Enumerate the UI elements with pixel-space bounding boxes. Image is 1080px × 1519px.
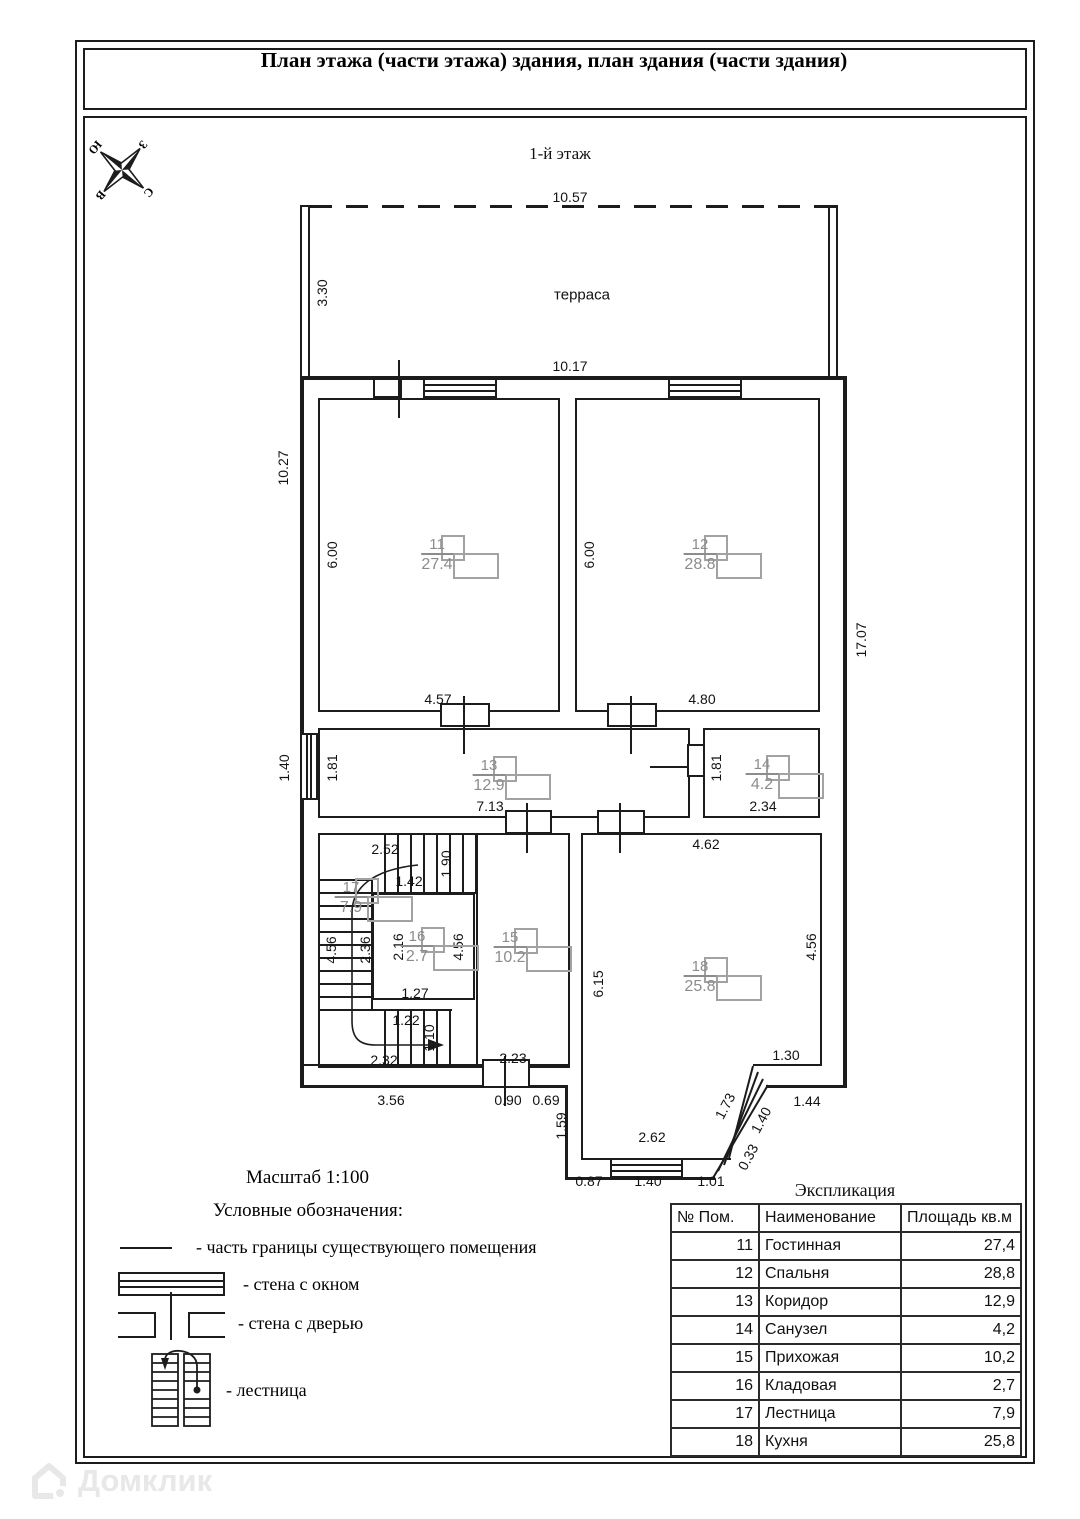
- dim-stair-bottom-width: 2.32: [370, 1052, 398, 1068]
- door-leaf: [619, 803, 621, 853]
- dim-r15-width: 2.23: [499, 1050, 527, 1066]
- explication-title: Экспликация: [794, 1180, 896, 1200]
- room-marker-rect: [505, 774, 551, 800]
- page-title: План этажа (части этажа) здания, план здания (части здания): [260, 48, 848, 72]
- dim-diag-c: 0.33: [734, 1141, 762, 1173]
- table-row: [671, 1344, 1021, 1372]
- room-area: 10.2: [494, 949, 526, 966]
- dim-stair-bottom-depth: 1.10: [421, 1024, 437, 1052]
- cell-room-area: 10,2: [901, 1344, 1021, 1372]
- dim-terrace-depth: 3.30: [314, 279, 330, 307]
- legend-boundary-line-symbol: [120, 1247, 172, 1249]
- terrace-wall-left: [308, 206, 310, 378]
- cell-room-area: 27,4: [901, 1232, 1021, 1260]
- room-marker-rect: [526, 946, 572, 972]
- dim-r11-width: 4.57: [424, 691, 452, 707]
- cell-room-area: 4,2: [901, 1316, 1021, 1344]
- room-label: [473, 757, 506, 795]
- terrace-label: терраса: [554, 286, 610, 304]
- door-room-14: [687, 744, 705, 777]
- dim-r15-height: 4.56: [450, 933, 466, 961]
- cell-room-name: Спальня: [759, 1260, 901, 1288]
- dim-stair-top-width: 2.52: [371, 841, 399, 857]
- room-area: 27.4: [421, 556, 453, 573]
- cell-room-number: 16: [671, 1372, 759, 1400]
- window-room-11: [423, 378, 497, 398]
- dim-kitchen-bottom-right: 1.44: [793, 1093, 821, 1109]
- room-marker-rect: [367, 896, 413, 922]
- terrace-wall-right: [828, 206, 830, 378]
- cell-room-area: 12,9: [901, 1288, 1021, 1316]
- room-label: [494, 929, 527, 967]
- door-leaf: [630, 696, 632, 754]
- watermark-text: Домклик: [78, 1463, 213, 1498]
- dim-r14-height: 1.81: [708, 754, 724, 782]
- floor-label: 1-й этаж: [529, 144, 591, 163]
- dim-left-height-upper: 10.27: [275, 450, 291, 486]
- door-kitchen: [597, 810, 645, 834]
- room-number: 14: [746, 756, 779, 775]
- window-corridor: [300, 733, 318, 800]
- cell-room-number: 17: [671, 1400, 759, 1428]
- compass-north-label: С: [140, 184, 157, 201]
- table-row: [671, 1288, 1021, 1316]
- watermark-house-icon: [26, 1458, 72, 1504]
- terrace-wall-right: [836, 206, 838, 378]
- watermark: [26, 1458, 212, 1504]
- cell-room-number: 14: [671, 1316, 759, 1344]
- table-row: [671, 1372, 1021, 1400]
- room-marker-rect: [716, 975, 762, 1001]
- room-area: 7.9: [339, 899, 363, 916]
- compass-west-label: З: [135, 137, 151, 152]
- room-number: 16: [401, 928, 434, 947]
- door-leaf: [398, 360, 400, 418]
- cell-room-name: Гостинная: [759, 1232, 901, 1260]
- legend-title: Условные обозначения:: [213, 1200, 404, 1221]
- exterior-wall-left: [300, 376, 304, 1088]
- dim-kitchen-right: 4.56: [803, 933, 819, 961]
- table-row: [671, 1316, 1021, 1344]
- terrace-dashed-boundary: [310, 205, 838, 208]
- room-marker-rect: [778, 773, 824, 799]
- cell-room-number: 11: [671, 1232, 759, 1260]
- room-label: [684, 958, 717, 996]
- dim-exit-door: 0.90: [494, 1092, 522, 1108]
- dim-terrace-width: 10.57: [552, 189, 588, 205]
- legend-door-symbol: [190, 1336, 225, 1338]
- cell-room-name: Санузел: [759, 1316, 901, 1344]
- room-marker-rect: [453, 553, 499, 579]
- room-marker-rect: [716, 553, 762, 579]
- kitchen-wall-left: [581, 833, 583, 1160]
- legend-door-symbol: [190, 1312, 225, 1314]
- dim-diag-a: 1.73: [711, 1090, 739, 1122]
- door-leaf: [650, 766, 688, 768]
- room-number: 13: [473, 757, 506, 776]
- cell-room-number: 15: [671, 1344, 759, 1372]
- room-label: [401, 928, 434, 966]
- door-leaf: [463, 696, 465, 754]
- room-number: 12: [684, 536, 717, 555]
- room-area: 4.2: [750, 776, 774, 793]
- dim-terrace-inner-width: 10.17: [552, 358, 588, 374]
- dim-bottom-mid: 0.69: [532, 1092, 560, 1108]
- dim-kitchen-left: 6.15: [590, 970, 606, 998]
- door-leaf: [526, 803, 528, 853]
- legend-stairs-symbol: [150, 1346, 222, 1430]
- dim-vestibule-left: 1.59: [553, 1112, 569, 1140]
- table-row: [671, 1400, 1021, 1428]
- cell-room-area: 7,9: [901, 1400, 1021, 1428]
- dim-diag-b: 1.40: [747, 1104, 775, 1136]
- dim-porch-c: 1.01: [697, 1173, 725, 1189]
- dim-kitchen-step: 1.30: [772, 1047, 800, 1063]
- col-header-area: Площадь кв.м: [901, 1204, 1021, 1232]
- dim-stair-left-height: 4.56: [323, 936, 339, 964]
- cell-room-area: 2,7: [901, 1372, 1021, 1400]
- dim-vestibule-window: 2.62: [638, 1129, 666, 1145]
- dim-stair-top-run: 1.42: [395, 873, 423, 889]
- room-area: 28.8: [684, 556, 716, 573]
- compass-east-label: В: [92, 187, 109, 203]
- table-row: [671, 1428, 1021, 1456]
- door-room-15: [505, 810, 552, 834]
- compass-south-label: Ю: [85, 137, 105, 158]
- table-row: [671, 1232, 1021, 1260]
- dim-porch-a: 0.87: [575, 1173, 603, 1189]
- terrace-wall-left: [300, 206, 302, 378]
- room-marker-rect: [433, 945, 479, 971]
- legend-item-door: - стена с дверью: [238, 1313, 364, 1333]
- dim-r12-width: 4.80: [688, 691, 716, 707]
- room-area: 12.9: [473, 777, 505, 794]
- dim-r14-width: 2.34: [749, 798, 777, 814]
- table-header-row: [671, 1204, 1021, 1232]
- room-label: [421, 536, 453, 574]
- col-header-name: Наименование: [759, 1204, 901, 1232]
- cell-room-name: Лестница: [759, 1400, 901, 1428]
- kitchen-wall-right: [820, 833, 822, 1066]
- cell-room-name: Кладовая: [759, 1372, 901, 1400]
- room-area: 25.8: [684, 978, 716, 995]
- room-label: [746, 756, 779, 794]
- compass-rose: [82, 130, 162, 210]
- legend-item-boundary: - часть границы существующего помещения: [196, 1237, 537, 1257]
- dim-right-height: 17.07: [853, 622, 869, 658]
- scale-label: Масштаб 1:100: [246, 1167, 370, 1188]
- dim-stair-top-depth: 1.90: [438, 850, 454, 878]
- dim-stair-bottom-run: 1.22: [392, 1012, 420, 1028]
- dim-corridor-width: 7.13: [476, 798, 504, 814]
- cell-room-number: 13: [671, 1288, 759, 1316]
- dim-r16-width: 1.27: [401, 985, 429, 1001]
- explication: [670, 1180, 1020, 1457]
- room-number: 18: [684, 958, 717, 977]
- legend-item-window: - стена с окном: [243, 1274, 360, 1294]
- exterior-wall-right: [843, 376, 847, 1088]
- legend-door-symbol: [188, 1312, 190, 1338]
- dim-corridor-height: 1.81: [324, 754, 340, 782]
- dim-corridor-window: 1.40: [276, 754, 292, 782]
- legend-door-symbol: [118, 1336, 156, 1338]
- room-label: [684, 536, 717, 574]
- room-number: 17: [335, 879, 368, 898]
- explication-table: [670, 1203, 1022, 1457]
- legend-door-symbol: [154, 1312, 156, 1338]
- door-room-12: [607, 703, 657, 727]
- room-area: 2.7: [405, 948, 429, 965]
- dim-stair-left-inner: 2.36: [357, 936, 373, 964]
- room-number: 15: [494, 929, 527, 948]
- cell-room-number: 18: [671, 1428, 759, 1456]
- dim-kitchen-top: 4.62: [692, 836, 720, 852]
- cell-room-area: 25,8: [901, 1428, 1021, 1456]
- cell-room-number: 12: [671, 1260, 759, 1288]
- table-row: [671, 1260, 1021, 1288]
- dim-porch-b: 1.40: [634, 1173, 662, 1189]
- cell-room-name: Коридор: [759, 1288, 901, 1316]
- col-header-room-number: № Пом.: [671, 1204, 759, 1232]
- dim-r16-height: 2.16: [390, 933, 406, 961]
- window-room-12: [668, 378, 742, 398]
- legend-item-stairs: - лестница: [226, 1380, 307, 1400]
- cell-room-area: 28,8: [901, 1260, 1021, 1288]
- room-label: [335, 879, 368, 917]
- dim-r12-height: 6.00: [581, 541, 597, 569]
- room-number: 11: [421, 536, 453, 555]
- dim-r11-height: 6.00: [324, 541, 340, 569]
- legend-door-symbol: [118, 1312, 156, 1314]
- cell-room-name: Кухня: [759, 1428, 901, 1456]
- legend-door-leaf: [170, 1292, 172, 1340]
- cell-room-name: Прихожая: [759, 1344, 901, 1372]
- dim-bottom-left: 3.56: [377, 1092, 405, 1108]
